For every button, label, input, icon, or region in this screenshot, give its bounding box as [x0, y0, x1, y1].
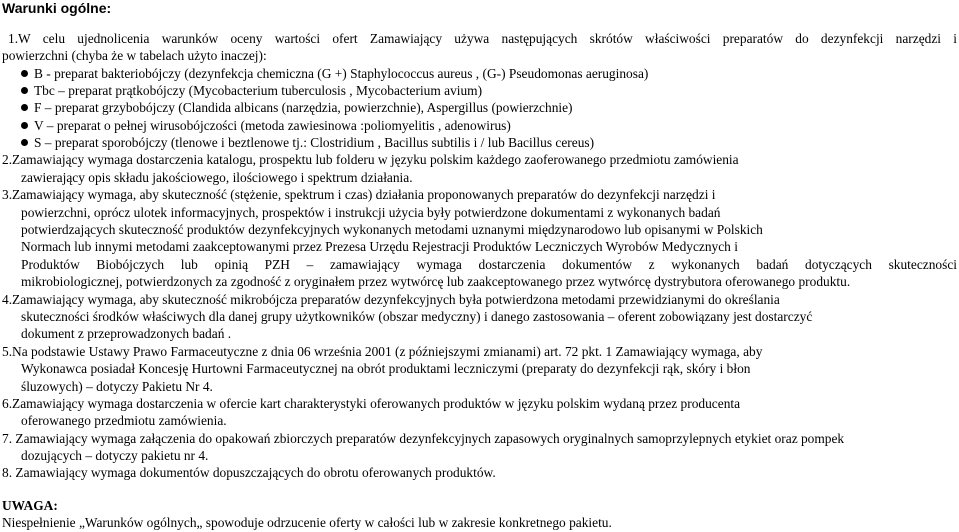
paragraph-1-line-2: powierzchni (chyba że w tabelach użyto inaczej): [2, 48, 267, 63]
paragraph-4-line-2: skuteczności środków właściwych dla danej grupy użytkowników (obszar medyczny) i danego zastosowania – oferent zobowiązany jest dostarczyć [21, 309, 813, 324]
paragraph-7-line-2: dozujących – dotyczy pakietu nr 4. [21, 448, 209, 463]
paragraph-3-line-1: 3.Zamawiający wymaga, aby skuteczność (stężenie, spektrum i czas) działania proponowanych preparatów do dezynfekcji narzędzi i [2, 187, 716, 202]
bullet-icon [21, 139, 28, 146]
bullet-icon [21, 104, 28, 111]
paragraph-4-line-1: 4.Zamawiający wymaga, aby skuteczność mikrobójcza preparatów dezynfekcyjnych była potwierdzona metodami przewidzianymi do określania [2, 292, 780, 307]
paragraph-3-line-2: powierzchni, oprócz ulotek informacyjnych, prospektów i instrukcji użycia były potwierdzone dokumentami z wykonanych badań [21, 205, 721, 220]
list-item-f [21, 99, 573, 116]
paragraph-8-line-1: 8. Zamawiający wymaga dokumentów dopuszczających do obrotu oferowanych produktów. [2, 465, 496, 480]
paragraph-5-line-2: Wykonawca posiadał Koncesję Hurtowni Farmaceutycznej na obrót produktami leczniczymi (preparaty do dezynfekcji rąk, skóry i błon [21, 361, 751, 376]
paragraph-2-line-1: 2.Zamawiający wymaga dostarczenia katalogu, prospektu lub folderu w języku polskim każdego zaoferowanego przedmiotu zamówienia [2, 152, 739, 167]
section-heading: Warunki ogólne: [2, 0, 112, 16]
warning-heading: UWAGA: [2, 498, 58, 513]
paragraph-5-line-3: śluzowych) – dotyczy Pakietu Nr 4. [21, 379, 213, 394]
paragraph-6-line-2: oferowanego przedmiotu zamówienia. [21, 413, 227, 428]
bullet-icon [21, 87, 28, 94]
list-item-s [21, 134, 594, 151]
list-item-v [21, 117, 511, 134]
warning-text: Niespełnienie „Warunków ogólnych„ spowoduje odrzucenie oferty w całości lub w zakresie konkretnego pakietu. [2, 515, 612, 530]
paragraph-7-line-1: 7. Zamawiający wymaga załączenia do opakowań zbiorczych preparatów dezynfekcyjnych zapasowych oryginalnych samoprzylepnych etykiet oraz pompek [2, 431, 845, 446]
bullet-icon [21, 122, 28, 129]
list-item-label: V – preparat o pełnej wirusobójczości (metoda zawiesinowa :poliomyelitis , adenowirus) [34, 118, 511, 133]
paragraph-3-line-6: mikrobiologicznej, potwierdzonych za zgodność z oryginałem przez wytwórcę lub zaakceptowanego przez wytwórcę dystrybutora oferowanego produktu. [21, 274, 851, 289]
paragraph-6-line-1: 6.Zamawiający wymaga dostarczenia w ofercie kart charakterystyki oferowanych produktów w języku polskim wydaną przez producenta [2, 396, 741, 411]
list-item-label: S – preparat sporobójczy (tlenowe i beztlenowe tj.: Clostridium , Bacillus subtilis i / lub Bacillus cereus) [34, 135, 595, 150]
paragraph-4-line-3: dokument z przeprowadzonych badań . [21, 326, 232, 341]
list-item-label: B - preparat bakteriobójczy (dezynfekcja chemiczna (G +) Staphylococcus aureus , (G-) Pseudomonas aeruginosa) [34, 66, 649, 81]
paragraph-3-line-5: Produktów Biobójczych lub opinią PZH – zamawiający wymaga dostarczenia dokumentów z wykonanych badań dotyczących skuteczności [21, 257, 957, 272]
paragraph-2-line-2: zawierający opis składu jakościowego, ilościowego i spektrum działania. [21, 170, 413, 185]
bullet-icon [21, 70, 28, 77]
paragraph-3-line-4: Normach lub innymi metodami zaakceptowanymi przez Prezesa Urzędu Rejestracji Produktów Leczniczych Wyrobów Medycznych i [21, 239, 738, 254]
paragraph-1-line-1: 1.W celu ujednolicenia warunków oceny wartości ofert Zamawiający używa następujących skrótów właściwości preparatów do dezynfekcji narzędzi i [8, 31, 957, 46]
paragraph-5-line-1: 5.Na podstawie Ustawy Prawo Farmaceutyczne z dnia 06 września 2001 (z późniejszymi zmianami) art. 72 pkt. 1 Zamawiający wymaga, aby [2, 344, 763, 359]
list-item-label: Tbc – preparat prątkobójczy (Mycobacterium tuberculosis , Mycobacterium avium) [34, 83, 483, 98]
list-item-b [21, 65, 648, 82]
paragraph-3-line-3: potwierdzających skuteczność produktów dezynfekcyjnych wykonanych metodami uznanymi międzynarodowo lub opisanymi w Polskich [21, 222, 763, 237]
list-item-label: F – preparat grzybobójczy (Clandida albicans (narzędzia, powierzchnie), Aspergillus (powierzchnie) [34, 100, 573, 115]
list-item-tbc [21, 82, 482, 99]
